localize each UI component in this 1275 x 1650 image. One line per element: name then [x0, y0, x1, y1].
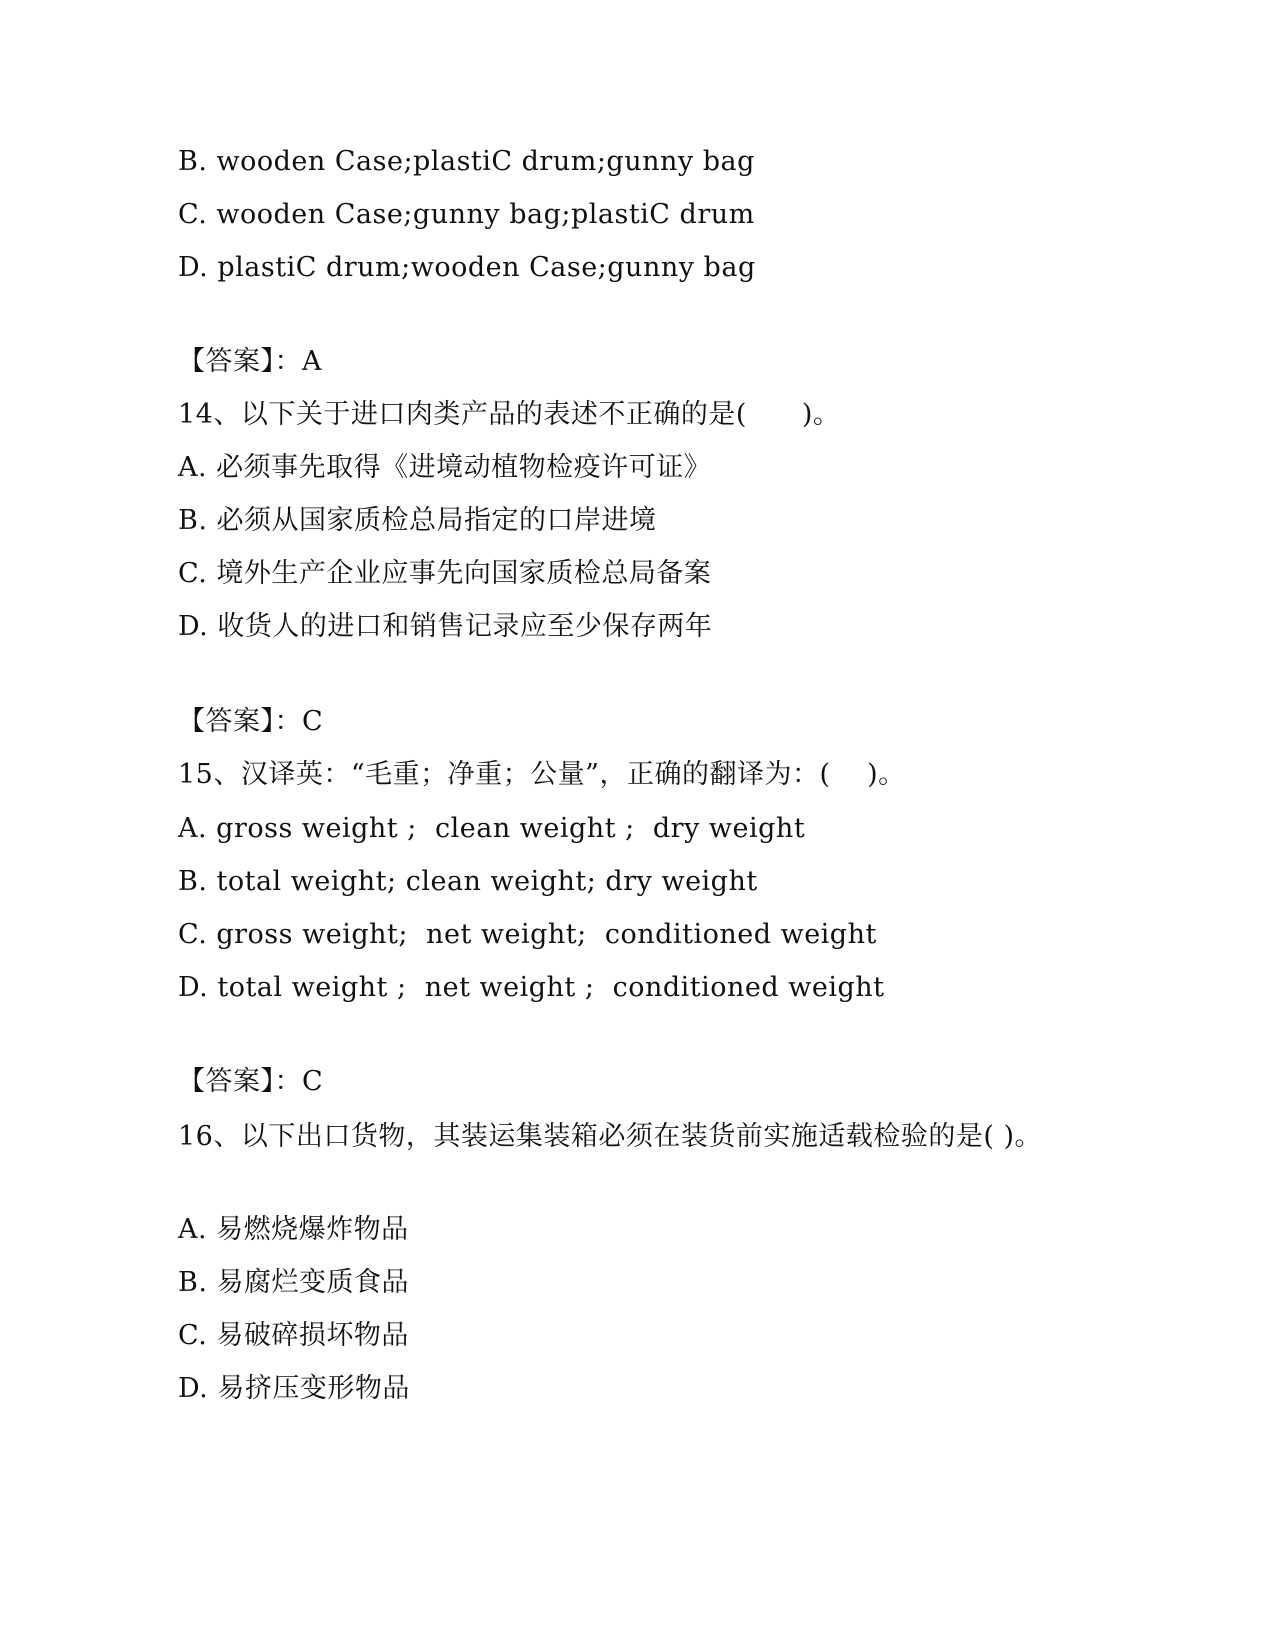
q15-option-b: B. total weight; clean weight; dry weight	[178, 866, 758, 897]
q13-option-d: D. plastiC drum;wooden Case;gunny bag	[178, 252, 756, 283]
q14-option-d: D. 收货人的进口和销售记录应至少保存两年	[178, 611, 713, 642]
q16-option-b: B. 易腐烂变质食品	[178, 1267, 410, 1298]
q14-option-c: C. 境外生产企业应事先向国家质检总局备案	[178, 558, 712, 589]
q15-option-d: D. total weight ; net weight ; conditioned weight	[178, 972, 885, 1003]
q15-stem: 15、汉译英：“毛重；净重；公量”，正确的翻译为：( )。	[178, 759, 906, 790]
q13-answer: 【答案】：A	[178, 346, 322, 377]
q13-option-c: C. wooden Case;gunny bag;plastiC drum	[178, 199, 755, 230]
q16-option-d: D. 易挤压变形物品	[178, 1373, 410, 1404]
q16-option-c: C. 易破碎损坏物品	[178, 1320, 409, 1351]
q16-option-a: A. 易燃烧爆炸物品	[178, 1214, 409, 1245]
q15-option-a: A. gross weight ; clean weight ; dry weight	[178, 813, 806, 844]
q16-stem: 16、以下出口货物，其装运集装箱必须在装货前实施适载检验的是( )。	[178, 1121, 1043, 1152]
q13-option-b: B. wooden Case;plastiC drum;gunny bag	[178, 146, 755, 177]
q14-option-a: A. 必须事先取得《进境动植物检疫许可证》	[178, 452, 712, 483]
q14-option-b: B. 必须从国家质检总局指定的口岸进境	[178, 505, 657, 536]
q14-stem: 14、以下关于进口肉类产品的表述不正确的是( )。	[178, 399, 841, 430]
q15-option-c: C. gross weight; net weight; conditioned weight	[178, 919, 877, 950]
q14-answer: 【答案】：C	[178, 706, 324, 737]
q15-answer: 【答案】：C	[178, 1066, 324, 1097]
